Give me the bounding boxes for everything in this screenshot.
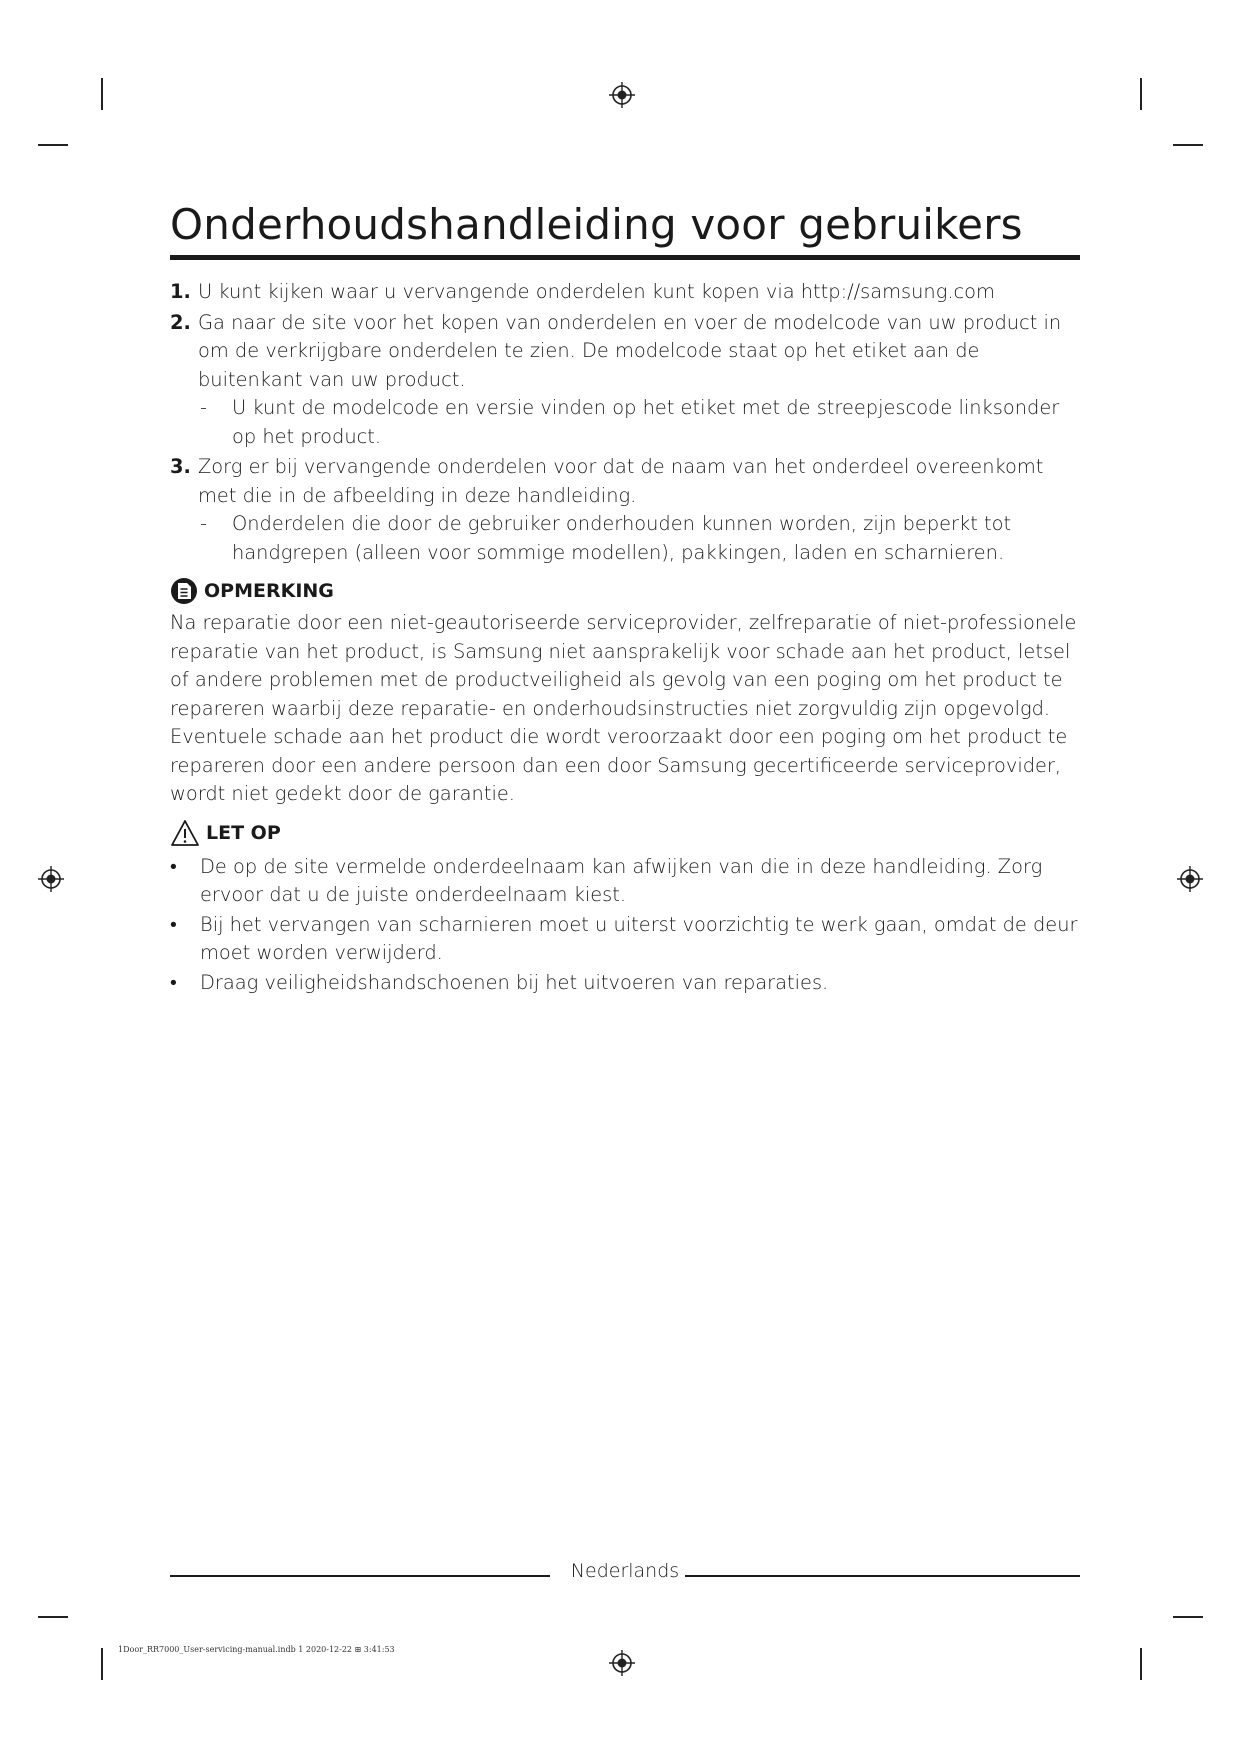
list-item (170, 309, 1080, 452)
list-item (170, 911, 1080, 968)
page-title: Onderhoudshandleiding voor gebruikers (170, 200, 1080, 260)
crop-mark (1140, 78, 1142, 110)
crop-mark (1173, 1616, 1203, 1618)
sub-item-text: Onderdelen die door de gebruiker onderhouden kunnen worden, zijn beperkt tot handgrepen (alleen voor sommige modellen), pakkingen, laden en scharnieren. (232, 512, 1012, 564)
crop-mark (101, 78, 103, 110)
caution-heading (170, 817, 1080, 849)
step-number: 2. (170, 310, 191, 334)
registration-mark-icon (1177, 866, 1203, 892)
page-content (170, 200, 1080, 998)
bullet-marker: • (170, 912, 177, 936)
step-text: U kunt kijken waar u vervangende onderdelen kunt kopen via http://samsung.com (198, 280, 995, 303)
step-number: 3. (170, 455, 191, 478)
step-text: Ga naar de site voor het kopen van onderdelen en voer de modelcode van uw product in om de verkrijgbare onderdelen te zien. De modelcode staat op het etiket aan de buitenkant van uw product. (198, 310, 1062, 391)
crop-mark (1173, 144, 1203, 146)
registration-mark-icon (38, 866, 64, 892)
note-text: Na reparatie door een niet-geautoriseerde serviceprovider, zelfreparatie of niet-professionele reparatie van het product, is Samsung niet aansprakelijk voor schade aan het product, letsel of andere problemen met de productveiligheid als gevolg van een poging om het product te repareren waarbij deze reparatie- en onderhoudsinstructies niet zorgvuldig zijn opgevolgd. Eventuele schade aan het product die wordt veroorzaakt door een poging om het product te repareren door een andere persoon dan een door Samsung gecertificeerde serviceprovider, wordt niet gedekt door de garantie. (170, 611, 1077, 805)
note-heading-label: OPMERKING (204, 580, 334, 602)
crop-mark (38, 144, 68, 146)
warning-triangle-icon (170, 819, 200, 847)
bullet-marker: • (170, 970, 177, 994)
caution-heading-label: LET OP (206, 821, 281, 844)
sub-item (198, 510, 1080, 567)
sub-item (198, 394, 1080, 451)
steps-list (170, 278, 1080, 567)
step-number: 1. (170, 280, 191, 303)
caution-text: Draag veiligheidshandschoenen bij het uitvoeren van reparaties. (200, 970, 829, 994)
crop-mark (1140, 1648, 1142, 1680)
note-heading (170, 575, 1080, 607)
dash-marker: - (200, 396, 207, 419)
registration-mark-icon (609, 1650, 635, 1676)
registration-mark-icon (609, 82, 635, 108)
list-item (170, 278, 1080, 307)
sub-item-text: U kunt de modelcode en versie vinden op het etiket met de streepjescode linksonder op het product. (232, 396, 1060, 448)
print-slug: 1Door_RR7000_User-servicing-manual.indb 1 2020-12-22 ⊞ 3:41:53 (118, 1645, 395, 1654)
step-text: Zorg er bij vervangende onderdelen voor dat de naam van het onderdeel overeenkomt met die in de afbeelding in deze handleiding. (198, 455, 1044, 507)
footer-rule (685, 1575, 1080, 1577)
crop-mark (101, 1648, 103, 1680)
note-icon (170, 577, 198, 605)
page-footer (170, 1560, 1080, 1590)
list-item (170, 453, 1080, 567)
bullet-marker: • (170, 854, 177, 878)
footer-language: Nederlands (570, 1560, 680, 1582)
dash-marker: - (200, 512, 207, 535)
list-item (170, 853, 1080, 910)
list-item (170, 969, 1080, 998)
caution-text: Bij het vervangen van scharnieren moet u uiterst voorzichtig te werk gaan, omdat de deur moet worden verwijderd. (200, 912, 1078, 964)
caution-text: De op de site vermelde onderdeelnaam kan afwijken van die in deze handleiding. Zorg ervoor dat u de juiste onderdeelnaam kiest. (200, 854, 1043, 906)
caution-list (170, 853, 1080, 998)
crop-mark (38, 1616, 68, 1618)
